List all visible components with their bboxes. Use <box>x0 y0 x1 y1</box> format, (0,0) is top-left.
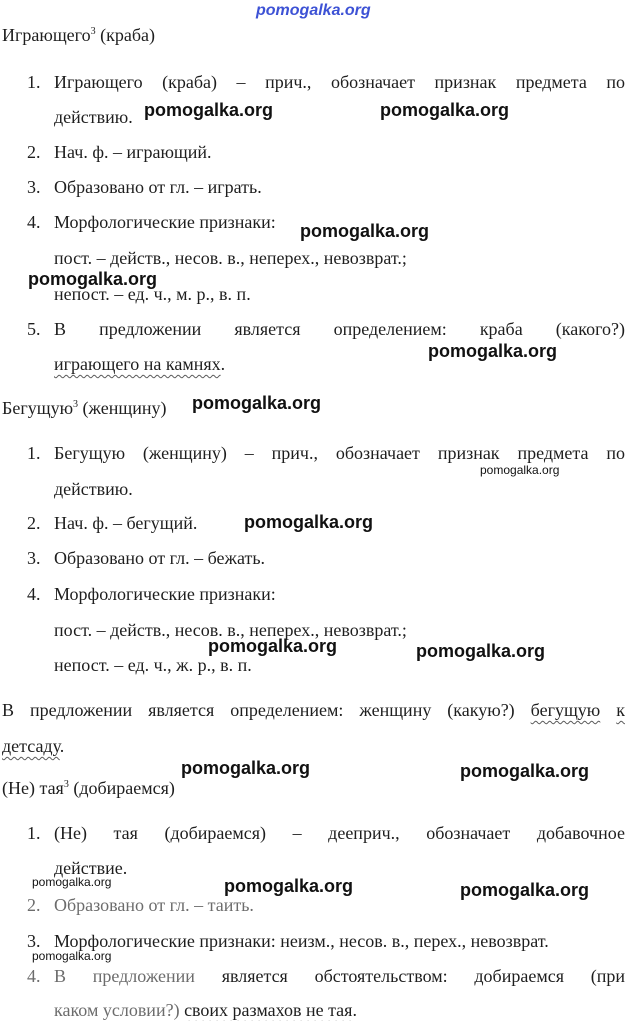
item-number: 4. <box>27 212 41 232</box>
item-line: пост. – действ., несов. в., неперех., невозврат.; <box>54 248 407 268</box>
closing-paragraph-line: В предложении является определением: женщину (какую?) бегущую к <box>2 700 625 720</box>
watermark: pomogalka.org <box>224 876 354 896</box>
section-heading: Играющего$^3$ (краба) <box>2 25 155 45</box>
item-line: Морфологические признаки: неизм., несов. в., перех., невозврат. <box>54 931 549 951</box>
item-line: действию. <box>54 479 133 499</box>
item-number: 1. <box>27 443 41 463</box>
section-heading: (Не) тая$^3$ (добираемся) <box>2 778 175 798</box>
item-line: Нач. ф. – играющий. <box>54 142 212 162</box>
closing-paragraph-line: детсаду. <box>2 736 65 756</box>
watermark: pomogalka.org <box>181 758 311 778</box>
item-line: Морфологические признаки: <box>54 584 276 604</box>
item-number: 4. <box>27 966 41 986</box>
item-line: Бегущую (женщину) – прич., обозначает признак предмета по <box>54 443 625 463</box>
item-line: (Не) тая (добираемся) – дееприч., обозначает добавочное <box>54 823 625 843</box>
item-number: 5. <box>27 319 41 339</box>
item-line: пост. – действ., несов. в., неперех., невозврат.; <box>54 620 407 640</box>
watermark: pomogalka.org <box>460 761 590 781</box>
section-heading: Бегущую$^3$ (женщину) <box>2 398 167 418</box>
item-line: действию. <box>54 107 133 127</box>
watermark: pomogalka.org <box>480 463 560 477</box>
item-number: 2. <box>27 142 41 162</box>
item-line: В предложении является обстоятельством: добираемся (при <box>54 966 625 986</box>
watermark: pomogalka.org <box>300 221 430 241</box>
item-line: Играющего (краба) – прич., обозначает признак предмета по <box>54 72 625 92</box>
watermark: pomogalka.org <box>428 341 558 361</box>
watermark: pomogalka.org <box>192 393 322 413</box>
watermark: pomogalka.org <box>28 269 158 289</box>
item-number: 1. <box>27 823 41 843</box>
watermark: pomogalka.org <box>460 880 590 900</box>
watermark: pomogalka.org <box>144 100 274 120</box>
watermark: pomogalka.org <box>32 875 112 889</box>
item-number: 3. <box>27 931 41 951</box>
item-line: Образовано от гл. – играть. <box>54 177 262 197</box>
item-number: 4. <box>27 584 41 604</box>
watermark: pomogalka.org <box>244 512 374 532</box>
item-line: Морфологические признаки: <box>54 212 276 232</box>
item-line: непост. – ед. ч., м. р., в. п. <box>54 284 251 304</box>
item-number: 2. <box>27 513 41 533</box>
watermark-top: pomogalka.org <box>256 2 371 19</box>
item-line: играющего на камнях. <box>54 354 226 374</box>
item-line: Образовано от гл. – таить. <box>54 895 254 915</box>
watermark: pomogalka.org <box>32 949 112 963</box>
item-line: Нач. ф. – бегущий. <box>54 513 198 533</box>
item-line: непост. – ед. ч., ж. р., в. п. <box>54 655 252 675</box>
item-number: 1. <box>27 72 41 92</box>
item-line: В предложении является определением: краба (какого?) <box>54 319 625 339</box>
item-line: Образовано от гл. – бежать. <box>54 548 266 568</box>
item-line: каком условии?) своих размахов не тая. <box>54 1000 357 1020</box>
watermark: pomogalka.org <box>380 100 510 120</box>
item-number: 2. <box>27 895 41 915</box>
item-number: 3. <box>27 177 41 197</box>
watermark: pomogalka.org <box>416 641 546 661</box>
watermark: pomogalka.org <box>208 636 338 656</box>
item-number: 3. <box>27 548 41 568</box>
item-line: действие. <box>54 858 128 878</box>
